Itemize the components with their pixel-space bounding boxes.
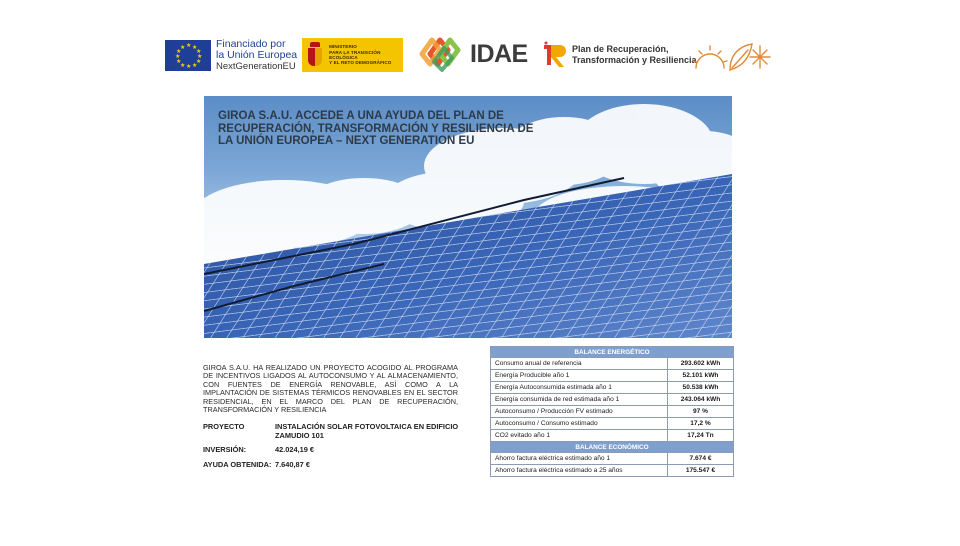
energy-balance-header <box>491 347 734 358</box>
eu-flag-icon: ★ ★ ★ ★ ★ ★ ★ ★ ★ ★ ★ ★ <box>165 40 211 71</box>
row-value: 17,2 % <box>668 418 734 430</box>
row-value: 17,24 Tn <box>668 430 734 442</box>
row-label: Energía Producible año 1 <box>491 370 668 382</box>
row-label: Consumo anual de referencia <box>491 358 668 370</box>
project-row <box>203 423 468 440</box>
row-label: Autoconsumo / Consumo estimado <box>491 418 668 430</box>
row-label: Ahorro factura eléctrica estimado año 1 <box>491 453 668 465</box>
row-value: 52.101 kWh <box>668 370 734 382</box>
table-row <box>491 430 734 442</box>
hero-title: GIROA S.A.U. ACCEDE A UNA AYUDA DEL PLAN DE RECUPERACIÓN, TRANSFORMACIÓN Y RESILIENCIA DE LA UNIÓN EUROPEA – NEXT GENERATION EU <box>218 110 534 148</box>
project-value: INSTALACIÓN SOLAR FOTOVOLTAICA EN EDIFICIO ZAMUDIO 101 <box>275 422 459 440</box>
sun-leaf-snowflake-icon <box>690 38 772 74</box>
idae-logo <box>418 36 528 72</box>
table-row <box>491 418 734 430</box>
investment-label: INVERSIÓN: <box>203 445 247 455</box>
eu-logo-line2: la Unión Europea <box>216 49 298 61</box>
project-label: PROYECTO <box>203 422 245 431</box>
row-value: 293.602 kWh <box>668 358 734 370</box>
investment-value: 42.024,19 € <box>275 445 315 455</box>
row-label: Energía Autoconsumida estimada año 1 <box>491 382 668 394</box>
idae-wordmark: IDAE <box>470 39 528 68</box>
energy-balance-title: BALANCE ENERGÉTICO <box>491 347 734 358</box>
grant-label: AYUDA OBTENIDA: <box>203 459 272 469</box>
row-label: Autoconsumo / Producción FV estimado <box>491 406 668 418</box>
ministry-line3: Y EL RETO DEMOGRÁFICO <box>329 60 392 66</box>
prtr-line1: Plan de Recuperación, <box>572 44 669 54</box>
prtr-line2: Transformación y Resiliencia <box>572 55 697 65</box>
ministry-logo <box>302 38 403 72</box>
grant-value: 7.640,87 € <box>275 459 310 469</box>
row-value: 175.547 € <box>668 465 734 477</box>
eu-logo-line1: Financiado por <box>216 38 286 50</box>
row-value: 50.538 kWh <box>668 382 734 394</box>
grant-row <box>203 461 468 470</box>
logo-strip <box>0 30 960 82</box>
ministry-line1: MINISTERIO <box>329 44 357 50</box>
prtr-logo <box>542 41 697 69</box>
row-value: 97 % <box>668 406 734 418</box>
project-facts <box>203 423 468 475</box>
ministry-line2: PARA LA TRANSICIÓN ECOLÓGICA <box>329 49 381 60</box>
table-row <box>491 394 734 406</box>
prtr-tr-icon <box>542 41 568 69</box>
economic-balance-title: BALANCE ECONÓMICO <box>491 442 734 453</box>
row-label: Energía consumida de red estimada año 1 <box>491 394 668 406</box>
balance-table <box>490 346 734 477</box>
row-value: 243.064 kWh <box>668 394 734 406</box>
row-value: 7.674 € <box>668 453 734 465</box>
investment-row <box>203 446 468 455</box>
eu-funding-logo <box>165 39 297 72</box>
eu-logo-line3: NextGenerationEU <box>216 61 296 72</box>
row-label: CO2 evitado año 1 <box>491 430 668 442</box>
table-row <box>491 465 734 477</box>
idae-knot-icon <box>418 36 462 72</box>
table-row <box>491 370 734 382</box>
table-row <box>491 406 734 418</box>
table-row <box>491 382 734 394</box>
table-row <box>491 358 734 370</box>
intro-paragraph: GIROA S.A.U. HA REALIZADO UN PROYECTO ACOGIDO AL PROGRAMA DE INCENTIVOS LIGADOS AL AUTOCONSUMO Y AL ALMACENAMIENTO, CON FUENTES DE ENERGÍA RENOVABLE, ASÍ COMO A LA IMPLANTACIÓN DE SISTEMAS TÉRMICOS RENOVABLES EN EL SECTOR RESIDENCIAL, EN EL MARCO DEL PLAN DE RECUPERACIÓN, TRANSFORMACIÓN Y RESILIENCIA <box>203 363 458 415</box>
economic-balance-header <box>491 442 734 453</box>
table-row <box>491 453 734 465</box>
hero-banner <box>204 96 732 338</box>
row-label: Ahorro factura eléctrica estimado a 25 años <box>491 465 668 477</box>
spain-crest-icon <box>306 42 324 68</box>
